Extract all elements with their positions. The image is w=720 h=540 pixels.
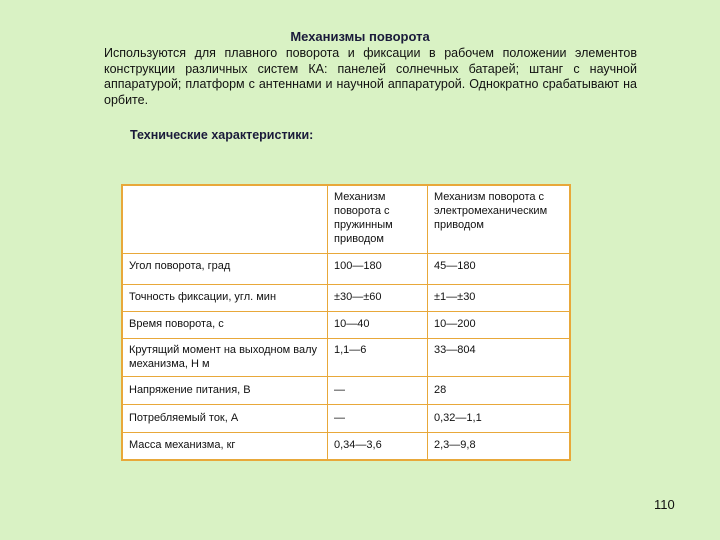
table-row: [122, 377, 570, 405]
electromech-value-cell: ±1—±30: [428, 285, 571, 312]
electromech-value-cell: 2,3—9,8: [428, 433, 571, 461]
page-title: Механизмы поворота: [290, 29, 430, 44]
spring-value-cell: 100—180: [328, 254, 428, 285]
param-cell: Потребляемый ток, А: [122, 405, 328, 433]
electromech-value-cell: 33—804: [428, 339, 571, 377]
spring-value-cell: 1,1—6: [328, 339, 428, 377]
param-cell: Напряжение питания, В: [122, 377, 328, 405]
table-row: [122, 254, 570, 285]
electromech-value-cell: 45—180: [428, 254, 571, 285]
electromech-value-cell: 0,32—1,1: [428, 405, 571, 433]
table-row: [122, 339, 570, 377]
table-row: [122, 405, 570, 433]
param-cell: Угол поворота, град: [122, 254, 328, 285]
spring-value-cell: ±30—±60: [328, 285, 428, 312]
intro-paragraph: Используются для плавного поворота и фиксации в рабочем положении элементов конструкции различных систем КА: панелей солнечных батарей; штанг с научной аппаратурой; платформ с антеннами и научной аппаратурой. Однократно срабатывают на орбите.: [104, 46, 637, 107]
spring-value-cell: —: [328, 405, 428, 433]
specs-table: [121, 184, 571, 461]
table-header-row: [122, 185, 570, 254]
page-number: 110: [654, 497, 675, 512]
table-row: [122, 433, 570, 461]
spring-value-cell: 0,34—3,6: [328, 433, 428, 461]
header-cell-electromech: Механизм поворота с электромеханическим приводом: [428, 185, 571, 254]
electromech-value-cell: 10—200: [428, 312, 571, 339]
table-row: [122, 312, 570, 339]
header-cell-empty: [122, 185, 328, 254]
spring-value-cell: 10—40: [328, 312, 428, 339]
electromech-value-cell: 28: [428, 377, 571, 405]
param-cell: Время поворота, с: [122, 312, 328, 339]
param-cell: Крутящий момент на выходном валу механизма, Н м: [122, 339, 328, 377]
table-row: [122, 285, 570, 312]
spring-value-cell: —: [328, 377, 428, 405]
param-cell: Масса механизма, кг: [122, 433, 328, 461]
section-subtitle: Технические характеристики:: [130, 128, 314, 142]
header-cell-spring: Механизм поворота с пружинным приводом: [328, 185, 428, 254]
param-cell: Точность фиксации, угл. мин: [122, 285, 328, 312]
